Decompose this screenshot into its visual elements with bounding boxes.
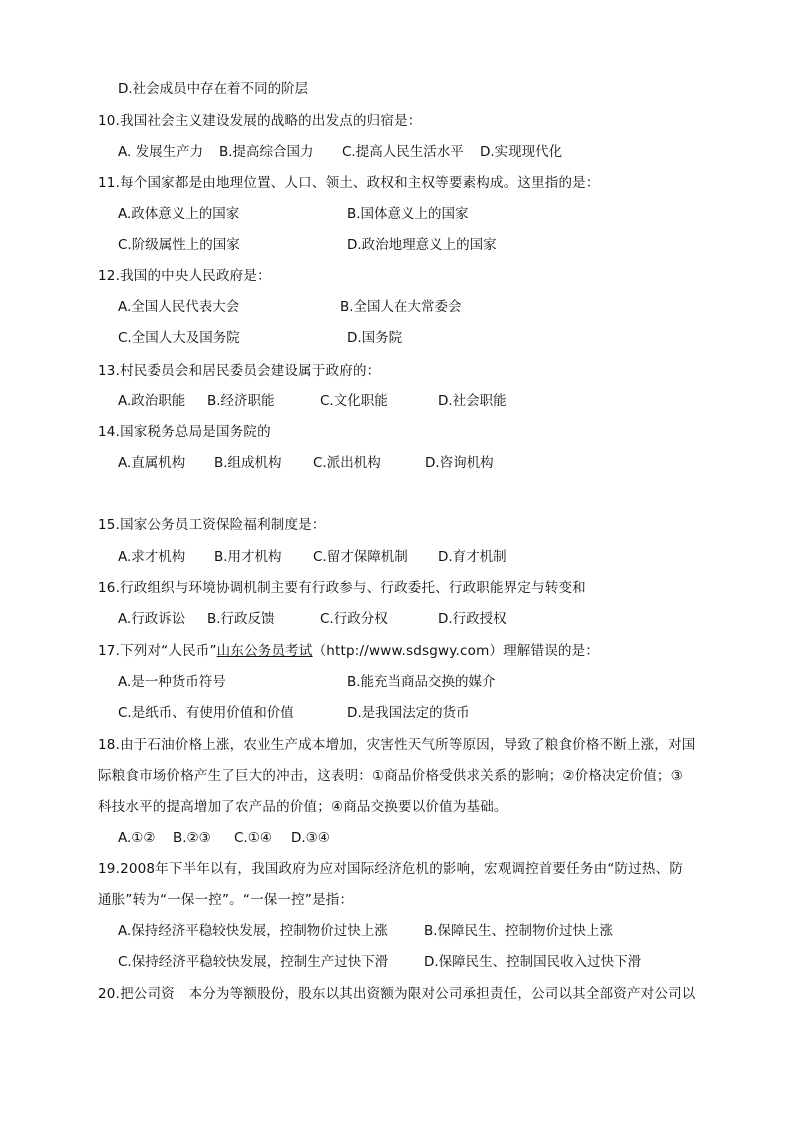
q14-option-b: B.组成机构 [214, 455, 282, 471]
sdsgwy-link[interactable]: 山东公务员考试 [216, 643, 313, 659]
q12-stem: 12.我国的中央人民政府是： [98, 268, 271, 284]
q16-stem: 16.行政组织与环境协调机制主要有行政参与、行政委托、行政职能界定与转变和 [98, 580, 586, 596]
q15-option-b: B.用才机构 [214, 549, 282, 565]
q20-stem-line1: 20.把公司资 本分为等额股份，股东以其出资额为限对公司承担责任，公司以其全部资产对公司以 [98, 986, 696, 1002]
q16-option-d: D.行政授权 [438, 611, 507, 627]
q19-option-d: D.保障民生、控制国民收入过快下滑 [424, 954, 642, 970]
q11-stem: 11.每个国家都是由地理位置、人口、领土、政权和主权等要素构成。这里指的是： [98, 175, 600, 191]
q13-option-d: D.社会职能 [438, 393, 507, 409]
q14-stem: 14.国家税务总局是国务院的 [98, 424, 271, 440]
q17-stem [98, 642, 599, 660]
q18-option-d: D.③④ [291, 830, 330, 846]
q13-option-a: A.政治职能 [118, 393, 186, 409]
q17-option-d: D.是我国法定的货币 [347, 705, 470, 721]
q16-option-a: A.行政诉讼 [118, 611, 186, 627]
q18-stem-line3: 科技水平的提高增加了农产品的价值；④商品交换要以价值为基础。 [98, 799, 508, 815]
q18-option-b: B.②③ [173, 830, 211, 846]
q11-option-a: A.政体意义上的国家 [118, 206, 240, 222]
q10-stem: 10.我国社会主义建设发展的战略的出发点的归宿是： [98, 113, 422, 129]
q13-option-c: C.文化职能 [320, 393, 388, 409]
q15-option-a: A.求才机构 [118, 549, 186, 565]
q11-option-b: B.国体意义上的国家 [347, 206, 469, 222]
q19-option-b: B.保障民生、控制物价过快上涨 [424, 923, 614, 939]
q19-stem-line2: 通胀”转为“一保一控”。“一保一控”是指： [98, 892, 354, 908]
q10-option-b: B.提高综合国力 [219, 144, 314, 160]
q18-option-c: C.①④ [234, 830, 272, 846]
q10-option-d: D.实现现代化 [480, 144, 563, 160]
q12-option-d: D.国务院 [347, 330, 403, 346]
q12-option-a: A.全国人民代表大会 [118, 299, 240, 315]
q18-option-a: A.①② [118, 830, 156, 846]
q15-option-c: C.留才保障机制 [313, 549, 408, 565]
q19-stem-line1: 19.2008年下半年以有，我国政府为应对国际经济危机的影响，宏观调控首要任务由“防过热、防 [98, 861, 684, 877]
q18-stem-line2: 际粮食市场价格产生了巨大的冲击，这表明：①商品价格受供求关系的影响；②价格决定价值；③ [98, 768, 683, 784]
q17-stem-prefix: 17.下列对“人民币” [98, 643, 217, 659]
q15-stem: 15.国家公务员工资保险福利制度是： [98, 517, 326, 533]
q19-option-c: C.保持经济平稳较快发展，控制生产过快下滑 [118, 954, 389, 970]
q13-option-b: B.经济职能 [207, 393, 275, 409]
q11-option-c: C.阶级属性上的国家 [118, 237, 240, 253]
q17-option-c: C.是纸币、有使用价值和价值 [118, 705, 294, 721]
q13-stem: 13.村民委员会和居民委员会建设属于政府的： [98, 363, 381, 379]
q14-option-d: D.咨询机构 [425, 455, 494, 471]
q9-option-d: D.社会成员中存在着不同的阶层 [118, 81, 309, 97]
q10-option-a: A. 发展生产力 [118, 144, 204, 160]
q17-stem-suffix: （http://www.sdsgwy.com）理解错误的是： [312, 643, 600, 659]
q19-option-a: A.保持经济平稳较快发展，控制物价过快上涨 [118, 923, 388, 939]
q17-option-b: B.能充当商品交换的媒介 [347, 674, 496, 690]
q12-option-c: C.全国人大及国务院 [118, 330, 240, 346]
q10-option-c: C.提高人民生活水平 [342, 144, 464, 160]
q11-option-d: D.政治地理意义上的国家 [347, 237, 497, 253]
q18-stem-line1: 18.由于石油价格上涨，农业生产成本增加，灾害性天气所等原因，导致了粮食价格不断上涨，对国 [98, 737, 696, 753]
q12-option-b: B.全国人在大常委会 [340, 299, 462, 315]
q14-option-a: A.直属机构 [118, 455, 186, 471]
q14-option-c: C.派出机构 [313, 455, 381, 471]
q17-option-a: A.是一种货币符号 [118, 674, 226, 690]
q15-option-d: D.育才机制 [438, 549, 507, 565]
q16-option-b: B.行政反馈 [207, 611, 275, 627]
q16-option-c: C.行政分权 [320, 611, 388, 627]
